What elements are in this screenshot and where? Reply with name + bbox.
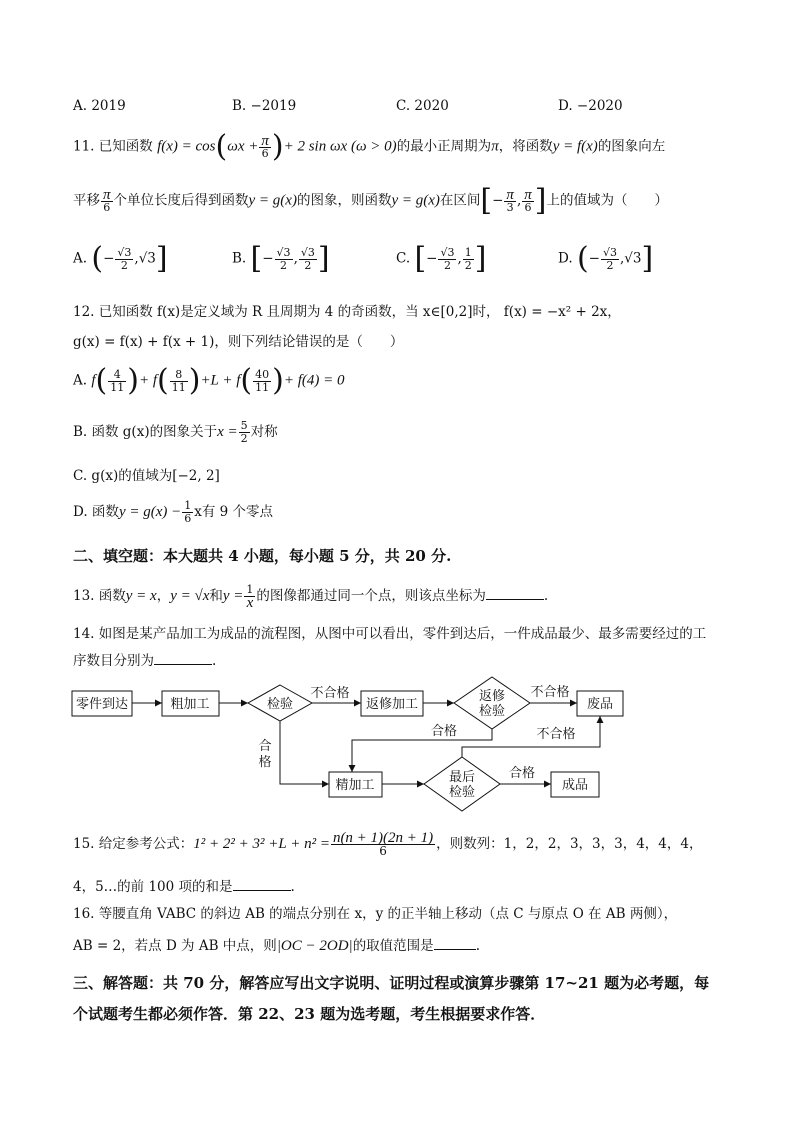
q11-option-a: A. (− $\frac{√3}{2}$ ,√3] — [73, 241, 168, 276]
q11-cont2: ，将函数 — [498, 138, 553, 155]
flow-pass2-label-b: 格 — [258, 755, 272, 770]
paren-open: ( — [215, 129, 228, 164]
q11-yfx: y = f(x) — [552, 138, 598, 155]
q12-line2: g(x) = f(x) + f(x + 1)，则下列结论错误的是（ ） — [73, 334, 404, 350]
q11-shift-frac: $\frac{\pi}{6}$ — [103, 186, 111, 214]
q16-line2: AB = 2，若点 D 为 AB 中点，则|OC − 2OD|的取值范围是 . — [73, 938, 480, 954]
flow-finish-label: 精加工 — [335, 778, 375, 793]
flow-fail3-label: 不合格 — [536, 727, 576, 742]
q11-pi-over-6: $\frac{\pi}{6}$ — [261, 132, 269, 160]
paren-close: ) — [271, 129, 284, 164]
q11-option-c: C. [− $\frac{√3}{2}$ , $\frac{1}{2}$ ] — [396, 241, 487, 276]
q10-option-a: A. 2019 — [73, 98, 126, 114]
section-3-heading-line2: 个试题考生都必须作答．第 22、23 题为选考题，考生根据要求作答． — [73, 1005, 546, 1023]
q11-option-d: D. (− $\frac{√3}{2}$ ,√3] — [558, 241, 654, 276]
q11-arg: ωx + — [227, 138, 259, 155]
q11-line2d: 在区间 — [439, 192, 481, 209]
section-3-heading-line1: 三、解答题：共 70 分，解答应写出文字说明、证明过程或演算步骤第 17~21 题为必考题，每 — [73, 974, 710, 992]
interval-close: ] — [534, 183, 547, 218]
q11-number: 11. — [73, 138, 95, 155]
q12-option-b: B. 函数 g(x)的图象关于x = $\frac{5}{2}$ 对称 — [73, 419, 278, 445]
q11-option-b: B. [− $\frac{√3}{2}$ , $\frac{√3}{2}$ ] — [232, 241, 330, 276]
flow-fail1-label: 不合格 — [310, 686, 350, 701]
q11-pi: π — [491, 138, 499, 155]
q11-line2: 平移 $\frac{\pi}{6}$ 个单位长度后得到函数y = g(x)的图象，则函数y = g(x)在区间[− $\frac{\pi}{3}$ , $\frac{\pi}{6}$ ]上的值域为（ ） — [73, 183, 668, 218]
q14-line2: 序数目分别为 . — [73, 653, 217, 669]
flow-fail2-label: 不合格 — [530, 685, 570, 700]
q12-line1: 12. 已知函数 f(x)是定义域为 R 且周期为 4 的奇函数，当 x∈[0,2]时， f(x) = −x² + 2x， — [73, 304, 621, 320]
flow-waste-label: 废品 — [586, 697, 614, 712]
flow-final-label-2: 检验 — [448, 785, 476, 800]
flow-product-label: 成品 — [561, 778, 589, 793]
q12-option-a: A. f( $\frac{4}{11}$ )+ f( $\frac{8}{11}$ )+L + f( $\frac{40}{11}$ )+ f(4) = 0 — [73, 363, 345, 398]
q11-line2e: 上的值域为（ ） — [546, 192, 668, 209]
flow-pass2-label-a: 合 — [258, 739, 272, 754]
q15-line2: 4，5…的前 100 项的和是 . — [73, 879, 295, 895]
q10-option-d: D. −2020 — [558, 98, 623, 114]
flow-reinspect-label-2: 检验 — [478, 704, 506, 719]
q11-line2a: 平移 — [73, 192, 100, 209]
interval-minus: − — [492, 192, 504, 209]
flow-reinspect-label-1: 返修 — [478, 689, 506, 704]
q10-option-b: B. −2019 — [232, 98, 297, 114]
flow-final-label-1: 最后 — [448, 770, 476, 785]
flow-pass1-label: 合格 — [430, 724, 458, 739]
q16-answer-blank[interactable] — [434, 937, 476, 950]
q15-fraction: $\frac{n(n + 1)(2n + 1)}{6}$ — [332, 830, 434, 858]
section-2-heading: 二、填空题：本大题共 4 小题，每小题 5 分，共 20 分. — [73, 547, 452, 565]
q11-fx: f(x) = cos — [157, 138, 216, 155]
q11-line2b: 个单位长度后得到函数 — [113, 192, 249, 209]
q11-line2c: 的图象，则函数 — [296, 192, 392, 209]
flow-rough-label: 粗加工 — [170, 697, 210, 712]
flow-inspect-label: 检验 — [266, 697, 294, 712]
flow-pass3-label: 合格 — [508, 766, 536, 781]
interval-right-frac: $\frac{\pi}{6}$ — [524, 186, 532, 214]
q10-option-c: C. 2020 — [396, 98, 449, 114]
q14-line1: 14. 如图是某产品加工为成品的流程图，从图中可以看出，零件到达后，一件成品最少、最多需要经过的工 — [73, 626, 707, 642]
q11-lead: 已知函数 — [98, 138, 153, 155]
interval-left-frac: $\frac{\pi}{3}$ — [506, 186, 514, 214]
q11-ygx2: y = g(x) — [391, 192, 440, 209]
flow-start-label: 零件到达 — [75, 697, 129, 712]
q16-line1: 16. 等腰直角 VABC 的斜边 AB 的端点分别在 x，y 的正半轴上移动（点 C 与原点 O 在 AB 两侧）， — [73, 906, 678, 922]
q11-rest: + 2 sin ωx (ω > 0) — [283, 138, 397, 155]
q15-answer-blank[interactable] — [233, 878, 291, 891]
q11-cont3: 的图象向左 — [597, 138, 666, 155]
q15-line1: 15. 给定参考公式：1² + 2² + 3² +L + n² = $\frac{n(n + 1)(2n + 1)}{6}$ ，则数列：1，2，2，3，3，3，4，4，4， — [73, 830, 703, 858]
q13: 13. 函数y = x，y = √x和y = $\frac{1}{x}$ 的图像都通过同一个点，则该点坐标为 . — [73, 583, 549, 611]
flow-rework-label: 返修加工 — [365, 697, 419, 712]
q12-option-d: D. 函数y = g(x) − $\frac{1}{6}$ x有 9 个零点 — [73, 499, 274, 525]
q11-ygx: y = g(x) — [248, 192, 297, 209]
arrow-inspect-finish — [280, 721, 329, 784]
q12-option-c: C. g(x)的值域为[−2, 2] — [73, 468, 220, 484]
interval-open: [ — [480, 183, 493, 218]
q11-cont1: 的最小正周期为 — [396, 138, 492, 155]
